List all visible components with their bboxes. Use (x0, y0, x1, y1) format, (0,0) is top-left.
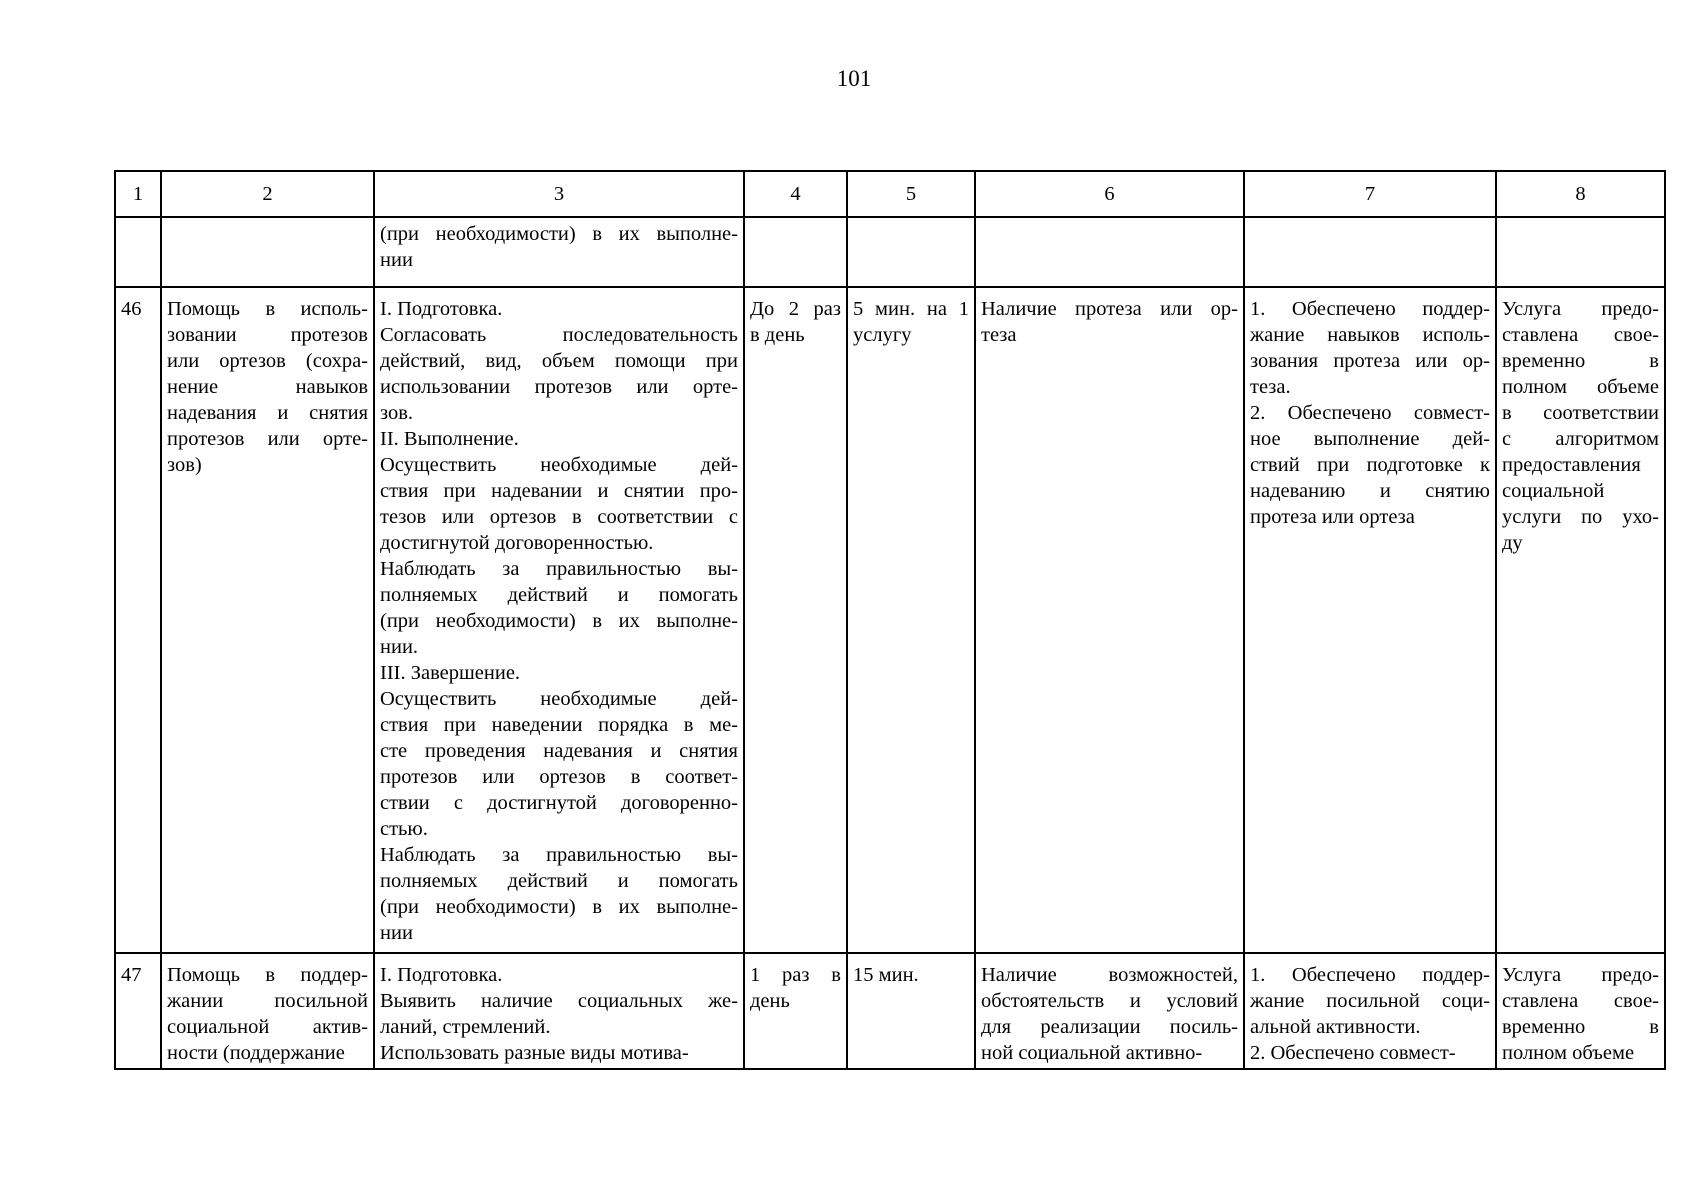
table-row (115, 953, 1665, 1069)
header-cell: 5 (847, 171, 975, 217)
cell-result (1244, 953, 1496, 1069)
cell-text-line: временно в (1502, 350, 1659, 372)
cell-text-line: зов) (167, 454, 202, 476)
cell-text-line: социальной (1502, 480, 1605, 502)
cell-quality (1496, 953, 1665, 1069)
cell-duration (847, 953, 975, 1069)
cell-frequency (744, 287, 847, 953)
cell-service-name (161, 953, 374, 1069)
cell-procedure (374, 287, 744, 953)
cell-text-line: ствия при надевании и снятии про- (380, 480, 738, 502)
header-cell: 8 (1496, 171, 1665, 217)
cell-text-line: нии (380, 249, 413, 271)
services-table (114, 170, 1666, 1070)
cell-empty (975, 217, 1244, 287)
cell-number: 47 (115, 953, 161, 1069)
cell-text-line: использовании протезов или орте- (380, 376, 738, 398)
cell-text-line: I. Подготовка. (380, 298, 503, 320)
cell-text-line: нии. (380, 636, 419, 658)
cell-text-line: ствии с достигнутой договоренно- (380, 792, 738, 814)
cell-empty (1244, 217, 1496, 287)
cell-procedure (374, 217, 744, 287)
cell-text-line: с алгоритмом (1502, 428, 1659, 450)
cell-text-line: (при необходимости) в их выполне- (380, 610, 738, 632)
cell-text-line: жании посильной (167, 990, 368, 1012)
cell-text-line: Выявить наличие социальных же- (380, 990, 738, 1012)
cell-text-line: ности (поддержание (167, 1042, 345, 1064)
cell-text-line: 1. Обеспечено поддер- (1250, 298, 1490, 320)
cell-text-line: предоставления (1502, 454, 1641, 476)
cell-text-line: сте проведения надевания и снятия (380, 740, 738, 762)
cell-text-line: ствий при подготовке к (1250, 454, 1490, 476)
cell-text-line: (при необходимости) в их выполне- (380, 896, 738, 918)
cell-text-line: теза. (1250, 376, 1291, 398)
cell-text-line: Наличие протеза или ор- (981, 298, 1238, 320)
cell-text-line: социальной актив- (167, 1016, 368, 1038)
cell-text-line: протеза или ортеза (1250, 506, 1415, 528)
cell-text-line: 5 мин. на 1 (853, 298, 969, 320)
cell-text-line: (при необходимости) в их выполне- (380, 223, 738, 245)
cell-text-line: или ортезов (сохра- (167, 350, 368, 372)
cell-text-line: До 2 раз (750, 298, 841, 320)
cell-text-line: альной активности. (1250, 1016, 1421, 1038)
cell-text-line: зования протеза или ор- (1250, 350, 1490, 372)
table-row (115, 217, 1665, 287)
cell-number: 46 (115, 287, 161, 953)
cell-text-line: Согласовать последовательность (380, 324, 738, 346)
table-row (115, 287, 1665, 953)
cell-text-line: I. Подготовка. (380, 964, 503, 986)
header-cell: 1 (115, 171, 161, 217)
cell-conditions (975, 287, 1244, 953)
cell-text-line: услугу (853, 324, 912, 346)
cell-text-line: нии (380, 922, 413, 944)
cell-text-line: Наличие возможностей, (981, 964, 1238, 986)
cell-quality (1496, 287, 1665, 953)
cell-text-line: ставлена свое- (1502, 324, 1659, 346)
cell-text-line: в соответствии (1502, 402, 1659, 424)
header-cell: 2 (161, 171, 374, 217)
cell-text-line: зов. (380, 402, 414, 424)
cell-text-line: обстоятельств и условий (981, 990, 1238, 1012)
cell-empty (115, 217, 161, 287)
cell-text-line: полном объеме (1502, 1042, 1635, 1064)
cell-text-line: Наблюдать за правильностью вы- (380, 844, 738, 866)
cell-conditions (975, 953, 1244, 1069)
cell-text-line: день (750, 990, 790, 1012)
cell-text-line: Осуществить необходимые дей- (380, 454, 738, 476)
cell-text-line: временно в (1502, 1016, 1659, 1038)
cell-text-line: стью. (380, 818, 428, 840)
cell-text-line: жание навыков исполь- (1250, 324, 1490, 346)
cell-text-line: нение навыков (167, 376, 368, 398)
cell-text-line: полняемых действий и помогать (380, 584, 738, 606)
cell-service-name (161, 287, 374, 953)
cell-empty (1496, 217, 1665, 287)
cell-text-line: для реализации посиль- (981, 1016, 1238, 1038)
cell-text-line: Использовать разные виды мотива- (380, 1042, 689, 1064)
cell-text-line: надеванию и снятию (1250, 480, 1490, 502)
header-row (115, 171, 1665, 217)
cell-text-line: Наблюдать за правильностью вы- (380, 558, 738, 580)
cell-text-line: надевания и снятия (167, 402, 368, 424)
cell-text-line: II. Выполнение. (380, 428, 519, 450)
cell-empty (161, 217, 374, 287)
cell-text-line: ствия при наведении порядка в ме- (380, 714, 738, 736)
header-cell: 3 (374, 171, 744, 217)
cell-procedure (374, 953, 744, 1069)
cell-text-line: жание посильной соци- (1250, 990, 1490, 1012)
cell-text-line: теза (981, 324, 1017, 346)
cell-result (1244, 287, 1496, 953)
header-cell: 4 (744, 171, 847, 217)
cell-duration (847, 287, 975, 953)
cell-empty (744, 217, 847, 287)
cell-text-line: полном объеме (1502, 376, 1659, 398)
header-cell: 6 (975, 171, 1244, 217)
cell-text-line: действий, вид, объем помощи при (380, 350, 738, 372)
cell-text-line: Услуга предо- (1502, 298, 1659, 320)
cell-text-line: протезов или орте- (167, 428, 368, 450)
cell-text-line: 15 мин. (853, 964, 919, 986)
cell-text-line: тезов или ортезов в соответствии с (380, 506, 738, 528)
cell-text-line: в день (750, 324, 805, 346)
cell-text-line: ной социальной активно- (981, 1042, 1203, 1064)
cell-text-line: ное выполнение дей- (1250, 428, 1490, 450)
cell-text-line: ставлена свое- (1502, 990, 1659, 1012)
cell-empty (847, 217, 975, 287)
cell-text-line: ду (1502, 532, 1523, 554)
cell-text-line: Помощь в исполь- (167, 298, 368, 320)
cell-text-line: протезов или ортезов в соответ- (380, 766, 738, 788)
cell-text-line: услуги по ухо- (1502, 506, 1659, 528)
cell-text-line: Осуществить необходимые дей- (380, 688, 738, 710)
cell-text-line: Помощь в поддер- (167, 964, 368, 986)
cell-text-line: 2. Обеспечено совмест- (1250, 402, 1490, 424)
cell-text-line: достигнутой договоренностью. (380, 532, 654, 554)
cell-text-line: 1. Обеспечено поддер- (1250, 964, 1490, 986)
cell-text-line: III. Завершение. (380, 662, 521, 684)
cell-text-line: полняемых действий и помогать (380, 870, 738, 892)
cell-text-line: зовании протезов (167, 324, 368, 346)
cell-text-line: 1 раз в (750, 964, 841, 986)
cell-text-line: 2. Обеспечено совмест- (1250, 1042, 1456, 1064)
cell-frequency (744, 953, 847, 1069)
page-number: 101 (836, 66, 872, 91)
cell-text-line: Услуга предо- (1502, 964, 1659, 986)
cell-text-line: ланий, стремлений. (380, 1016, 551, 1038)
header-cell: 7 (1244, 171, 1496, 217)
